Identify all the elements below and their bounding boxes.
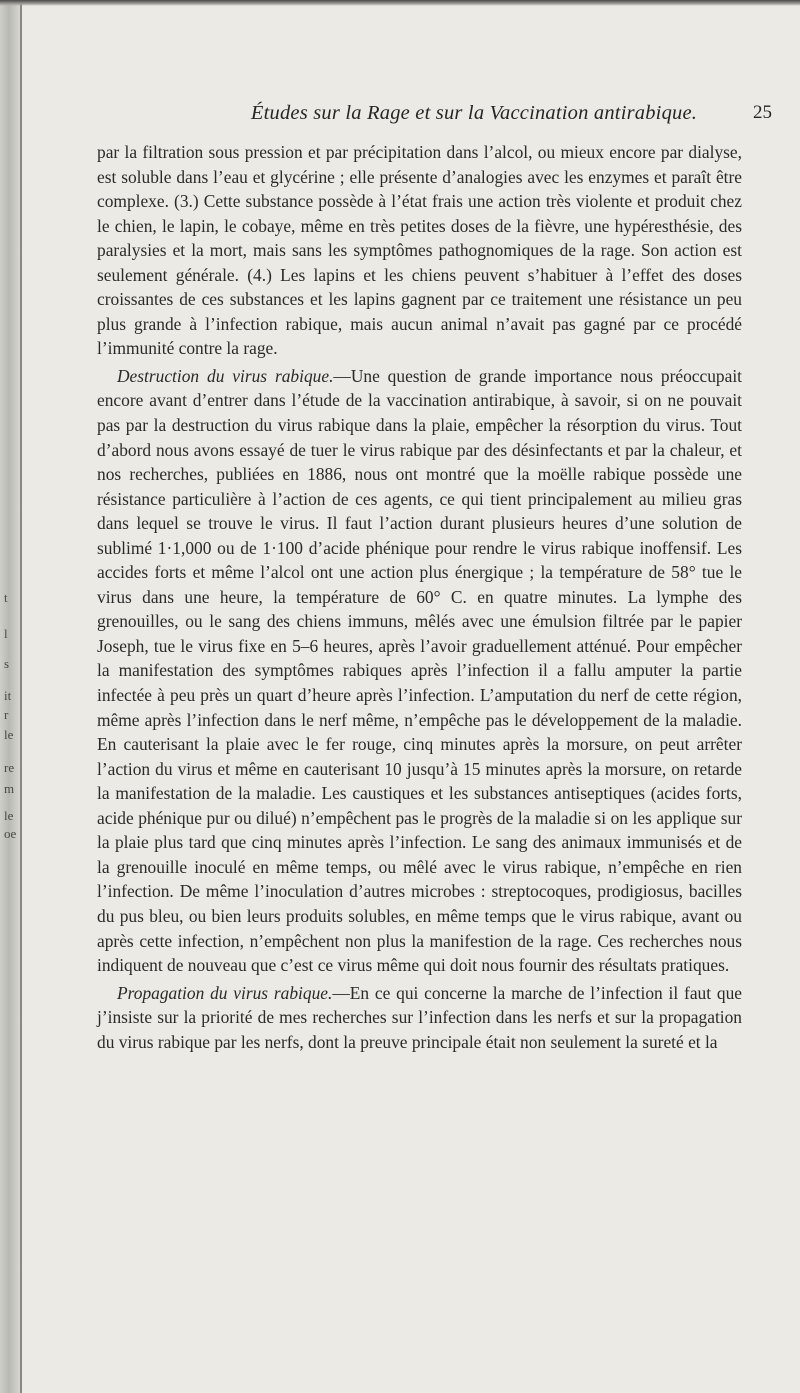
margin-mark: s [4,656,10,671]
section-heading: Destruction du virus rabique. [117,365,334,386]
margin-mark: m [4,781,15,796]
margin-mark: oe [4,826,17,841]
gutter-edge [20,0,22,1393]
margin-mark: t [4,590,8,605]
top-edge [0,0,800,6]
paragraph [97,981,742,1055]
margin-mark: r [4,707,9,722]
paragraph [97,364,742,978]
margin-marks [2,0,18,1393]
section-heading: Propagation du virus rabique. [117,982,333,1003]
margin-mark: l [4,626,8,641]
margin-mark: le [4,808,14,823]
margin-mark: it [4,688,12,703]
page-number: 25 [753,102,772,123]
margin-mark: re [4,760,15,775]
paragraph [97,140,742,361]
running-title: Études sur la Rage et sur la Vaccination antirabique. [250,102,698,124]
margin-mark: le [4,727,14,742]
paragraph-text: par la filtration sous pression et par précipitation dans l’alcol, ou mieux encore par dialyse, est soluble dans l’eau et glycérine ; elle présente d’analogies avec les enzymes et paraît être complexe. (3.) Cette substance possède à l’état frais une action très violente et produit chez le chien, le lapin, le cobaye, même en très petites doses de la fièvre, une hypéresthésie, des paralysies et la mort, mais sans les symptômes pathognomiques de la rage. Son action est seulement générale. (4.) Les lapins et les chiens peuvent s’habituer à l’effet des doses croissantes de ces substances et les lapins gagnent par ce traitement une résistance un peu plus grande à l’infection rabique, mais aucun animal n’avait pas gagné par ce procédé l’immunité contre la rage. [97,142,742,359]
paragraph-text: —En ce qui concerne la marche de l’infection il faut que j’insiste sur la priorité de mes recherches sur l’infection dans les nerfs et sur la propagation du virus rabique par les nerfs, dont la preuve principale était non seulement la sureté et la [97,982,742,1052]
running-head [0,102,800,132]
paragraph-text: —Une question de grande importance nous préoccupait encore avant d’entrer dans l’étude de la vaccination antirabique, à savoir, si on ne pouvait pas par la destruction du virus rabique dans la plaie, empêcher la résorption du virus. Tout d’abord nous avons essayé de tuer le virus rabique par des désinfectants et par la chaleur, et nos recherches, publiées en 1886, nous ont montré que la moëlle rabique possède une résistance particulière à l’action de ces agents, ce qui tient principalement au milieu gras dans lequel se trouve le virus. Il faut l’action durant plusieurs heures d’une solution de sublimé 1·1,000 ou de 1·100 d’acide phénique pour rendre le virus rabique inoffensif. Les accides forts et même l’alcol ont une action plus énergique ; la température de 58° tue le virus dans une heure, la température de 60° C. en quatre minutes. La lymphe des grenouilles, ou le sang des chiens immuns, mêlés avec une émulsion filtrée par le papier Joseph, tue le virus fixe en 5–6 heures, après l’avoir graduellement atténué. Pour empêcher la manifestation des symptômes rabiques après l’infection il a fallu amputer la partie infectée à peu près un quart d’heure après l’infection. L’amputation du nerf de cette région, même après l’infection dans le nerf même, n’empêche pas le développement de la maladie. En cauterisant la plaie avec le fer rouge, cinq minutes après la morsure, on peut arrêter l’action du virus et même en cauterisant 10 jusqu’à 15 minutes après la morsure, on retarde la manifestation de la maladie. Les caustiques et les substances antiseptiques (acides forts, acide phénique pur ou dilué) n’empêchent pas le progrès de la maladie si on les applique sur la plaie plus tard que cinq minutes après l’infection. Le sang des animaux immunisés et de la grenouille inoculé en même temps, ou mêlé avec le virus rabique, n’empêche en rien l’infection. De même l’inoculation d’autres microbes : streptocoques, prodigiosus, bacilles du pus bleu, ou bien leurs produits solubles, en même temps que le virus rabique, avant ou après cette infection, n’empêchent non plus la manifestion de la rage. Ces recherches nous indiquent de nouveau que c’est ce virus même qui doit nous fournir des résultats pratiques. [97,365,742,976]
body-text [97,140,742,1054]
